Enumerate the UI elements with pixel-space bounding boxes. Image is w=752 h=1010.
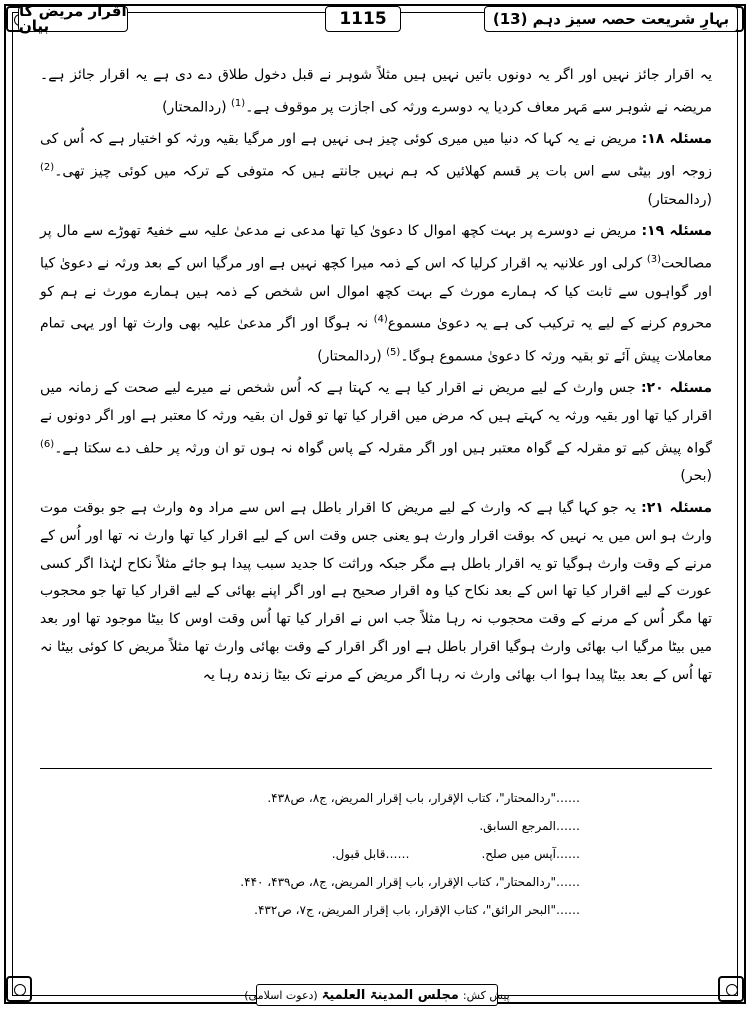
main-text	[40, 62, 712, 694]
masala-heading: مسئلہ ۱۸:	[641, 131, 713, 148]
footnote-ref: (4)	[373, 314, 388, 326]
masala-text: یہ جو کہا گیا ہے کہ وارث کے لیے مریض کا اقرار باطل ہے اس سے مراد وہ وارث ہے جو بوقت موت وارث ہو اس میں یہ نہیں کہ بوقت اقرار وارث ہو یعنی جس وقت اس کے لیے اقرار کیا تھا وارث نہ تھا اور اُس کے مرنے کے وقت وارث ہوگیا تو یہ اقرار باطل ہے مگر جبکہ وراثت کا جدید سبب پیدا ہو جائے مثلاً نکاح لہٰذا اگر کسی عورت کے لیے اقرار کیا تھا اس کے بعد نکاح کیا وہ اقرار صحیح ہے اور اگر اپنے بھائی کے لیے اقرار کیا تھا جو محجوب تھا مگر اُس کے مرنے کے وقت محجوب نہ رہا مثلاً جب اس نے اقرار کیا تھا اُس وقت اوس کا بیٹا موجود تھا اور بعد میں بیٹا مرگیا اب بھائی وارث ہوگیا اقرار باطل ہے اور اگر اقرار کے وقت بھائی وارث تھا مثلاً مریض کا کوئی بیٹا نہ تھا اُس کے بعد بیٹا پیدا ہوا اب بھائی وارث نہ رہا اگر مریض کے مرنے تک بیٹا زندہ رہا یہ	[40, 500, 712, 683]
book-title: بہارِ شریعت حصہ سیز دہم (13)	[484, 6, 738, 32]
publisher-footer	[244, 984, 510, 1006]
footnotes	[40, 784, 712, 924]
masala-text: نہ ہوگا اور اگر مدعیٰ علیہ بھی وارث تھا اور یہی تمام معاملات پیش آئے تو بقیہ ورثہ کا دعویٰ مسموع ہوگا۔	[40, 316, 712, 365]
masala-heading: مسئلہ ۲۱:	[641, 500, 713, 517]
masala-18	[40, 126, 712, 214]
footer-suffix: (دعوت اسلامی)	[244, 988, 318, 1002]
footnote-ref: (1)	[231, 97, 246, 109]
source-ref: (بحر)	[680, 468, 712, 485]
footnote-ref: (3)	[646, 254, 662, 266]
paragraph-intro	[40, 62, 712, 122]
footnote-3: ……آپس میں صلح.……قابل قبول.	[331, 847, 580, 861]
footnote-4: ……"ردالمحتار"، کتاب الإقرار، باب إقرار المریض، ج۸، ص۴۳۹، ۴۴۰.	[240, 875, 580, 889]
footnote-ref: (2)	[40, 162, 55, 174]
masala-21	[40, 495, 712, 690]
footnote-ref: (6)	[40, 438, 55, 450]
footnote-divider	[40, 768, 712, 769]
chapter-title: اقرار مریض کا بیان	[19, 2, 127, 35]
source-ref: (ردالمحتار)	[162, 99, 227, 116]
masala-19	[40, 218, 712, 371]
masala-heading: مسئلہ ۱۹:	[641, 223, 713, 240]
footer-org: مجلس المدینۃ العلمیۃ	[321, 987, 459, 1003]
masala-text: جس وارث کے لیے مریض نے اقرار کیا ہے یہ کہتا ہے کہ اُس شخص نے میرے لیے صحت کے زمانہ میں اقرار کیا تھا اور بقیہ ورثہ یہ کہتے ہیں کہ مرض میں اقرار کیا تھا تو قول ان بقیہ ورثہ کا معتبر ہے اور اگر دونوں نے گواہ پیش کیے تو مقرلہ کے گواہ معتبر ہیں اور اگر مقرلہ کے پاس گواہ نہ ہوں تو ان ورثہ پر حلف دے سکتا ہے۔	[40, 380, 712, 457]
page-number: 1115	[325, 6, 401, 32]
masala-text: مریض نے یہ کہا کہ دنیا میں میری کوئی چیز ہی نہیں ہے اور مرگیا بقیہ ورثہ کو اختیار ہے کہ اُس کی زوجہ اور بیٹی سے اس بات پر قسم کھلائیں کہ ہم نہیں جانتے ہیں کہ متوفی کے ترکہ میں کوئی چیز تھی۔	[40, 131, 712, 180]
intro-text: یہ اقرار جائز نہیں اور اگر یہ دونوں باتیں نہیں ہیں مثلاً شوہر نے قبل دخول طلاق دے دی ہے یہ اقرار جائز ہے۔ مریضہ نے شوہر سے مَہر معاف کردیا یہ دوسرے ورثہ کی اجازت پر موقوف ہے۔	[40, 67, 712, 116]
footnote-2: ……المرجع السابق.	[479, 819, 580, 833]
footnote-1: ……"ردالمحتار"، کتاب الإقرار، باب إقرار المریض، ج۸، ص۴۳۸.	[267, 791, 580, 805]
masala-20	[40, 375, 712, 491]
footer-prefix: پیش کش:	[462, 988, 510, 1002]
masala-text: مریض نے دوسرے پر بہت کچھ اموال کا دعویٰ کیا تھا مدعی نے مدعیٰ علیہ سے خفیۃً تھوڑے سے مال پر مصالحت	[40, 223, 712, 272]
source-ref: (ردالمحتار)	[317, 348, 382, 365]
masala-text: کرلی اور علانیہ یہ اقرار کرلیا کہ اس کے ذمہ میرا کچھ نہیں ہے اور مرگیا اس کے بعد ورثہ نے دعویٰ کیا اور گواہوں سے ثابت کیا کہ ہمارے مورث کے بہت کچھ اموال اس شخص کے ذمہ ہیں ہمارے مورث نے ہم کو محروم کرنے کے لیے یہ ترکیب کی ہے یہ دعویٰ مسموع	[40, 255, 712, 332]
masala-heading: مسئلہ ۲۰:	[640, 380, 713, 397]
source-ref: (ردالمحتار)	[647, 191, 712, 208]
footnote-5: ……"البحر الرائق"، کتاب الإقرار، باب إقرار المریض، ج۷، ص۴۳۲.	[254, 903, 580, 917]
footnote-ref: (5)	[386, 346, 401, 358]
